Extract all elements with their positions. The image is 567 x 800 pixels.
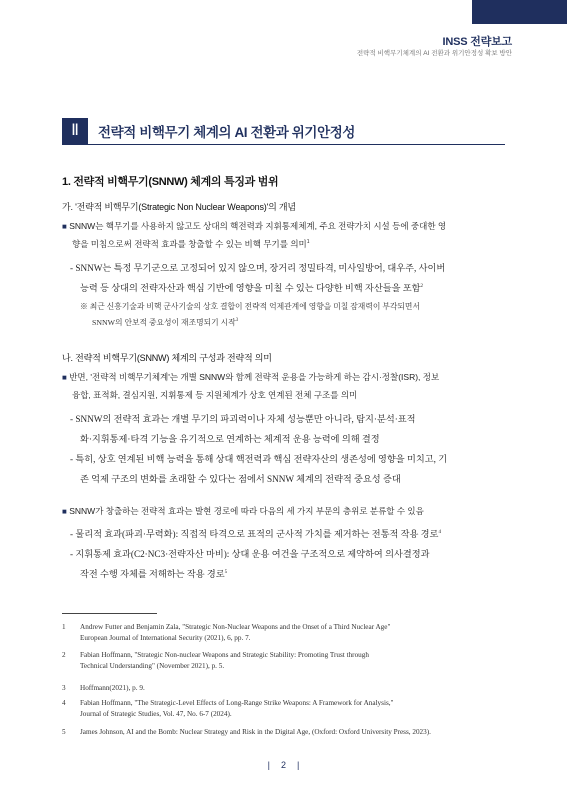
para-b4: 화·지휘통제·타격 기능을 유기적으로 연계하는 체계적 운용 능력에 의해 결정 <box>80 434 380 444</box>
para-a4: 능력 등 상대의 전략자산과 핵심 기반에 영향을 미칠 수 있는 다양한 비핵 자산들을 포함$^2$ <box>80 283 423 293</box>
footnote-divider <box>62 613 157 614</box>
subheading-b: 나. 전략적 비핵무기(SNNW) 체계의 구성과 전략적 의미 <box>62 353 272 363</box>
header-corner-block <box>472 0 567 24</box>
para-b5: - 특히, 상호 연계된 비핵 능력을 통해 상대 핵전력과 핵심 전략자산의 생존성에 영향을 미치고, 기 <box>70 454 448 464</box>
page-number: | 2 | <box>267 760 300 770</box>
para-a3: - SNNW는 특정 무기군으로 고정되어 있지 않으며, 장거리 정밀타격, 미사일방어, 대우주, 사이버 <box>70 263 446 273</box>
section-title: 전략적 비핵무기 체계의 AI 전환과 위기안정성 <box>98 125 355 140</box>
footnote-4: 4 Fabian Hoffmann, "The Strategic-Level Effects of Long-Range Strike Weapons: A Framework for Analysis," Journal of Strategic Studies, Vol. 47, No. 6-7 (2024). <box>62 699 394 718</box>
footnote-ref[interactable]: 3 <box>235 318 239 323</box>
note-a6: SNNW의 안보적 중요성이 재조명되기 시작$^3$ <box>92 318 239 327</box>
heading-1: 1. 전략적 비핵무기(SNNW) 체계의 특징과 범위 <box>62 176 279 188</box>
footnote-ref[interactable]: 4 <box>438 530 441 535</box>
footnote-2: 2 Fabian Hoffmann, "Strategic Non-nuclear Weapons and Strategic Stability: Promoting Trust through Technical Understanding" (November 2021), p. 5. <box>62 651 369 670</box>
footnote-ref[interactable]: 5 <box>224 570 228 575</box>
brand-report: 전략보고 <box>470 36 512 48</box>
para-c4: 작전 수행 자체를 저해하는 작용 경로$^5$ <box>80 569 228 579</box>
para-a2: 향을 미침으로써 전략적 효과를 창출할 수 있는 비핵 무기를 의미$^1$ <box>72 239 310 249</box>
footnote-5: 5 James Johnson, AI and the Bomb: Nuclear Strategy and Risk in the Digital Age, (Oxford: Oxford University Press, 2023). <box>62 728 431 736</box>
bullet-square-icon: ■ <box>62 373 67 382</box>
para-b3: - SNNW의 전략적 효과는 개별 무기의 파괴력이나 자체 성능뿐만 아니라, 탐지·분석·표적 <box>70 414 416 424</box>
subheading-a: 가. '전략적 비핵무기(Strategic Non Nuclear Weapons)'의 개념 <box>62 202 296 212</box>
section-number: Ⅱ <box>62 118 88 144</box>
note-a5: ※ 최근 신흥기술과 비핵 군사기술의 상호 결합이 전략적 억제관계에 영향을 미칠 잠재력이 부각되면서 <box>80 302 420 311</box>
para-c2: - 물리적 효과(파괴·무력화): 직접적 타격으로 표적의 군사적 가치를 제거하는 전통적 작용 경로$^4$ <box>70 529 441 539</box>
para-b2: 융합, 표적화, 결심지원, 지휘통제 등 지원체계가 상호 연계된 전체 구조를 의미 <box>72 390 358 400</box>
footnote-ref[interactable]: 2 <box>420 284 423 289</box>
para-c1: ■ SNNW가 창출하는 전략적 효과는 발현 경로에 따라 다음의 세 가지 부문의 층위로 분류할 수 있음 <box>62 506 424 516</box>
footnote-1: 1 Andrew Futter and Benjamin Zala, "Strategic Non-Nuclear Weapons and the Onset of a Third Nuclear Age" European Journal of International Security (2021), 6, pp. 7. <box>62 623 391 642</box>
header-subtitle: 전략적 비핵무기체계의 AI 전환과 위기안정성 확보 방안 <box>356 50 512 57</box>
footnote-ref[interactable]: 1 <box>306 239 310 245</box>
para-c3: - 지휘통제 효과(C2·NC3·전략자산 마비): 상대 운용 여건을 구조적으로 제약하여 의사결정과 <box>70 549 430 559</box>
bullet-square-icon: ■ <box>62 222 67 231</box>
para-b1: ■ 반면, '전략적 비핵무기체계'는 개별 SNNW와 함께 전략적 운용을 가능하게 하는 감시·정찰(ISR), 정보 <box>62 372 440 382</box>
section-banner <box>62 118 505 145</box>
para-b6: 존 억제 구조의 변화를 초래할 수 있다는 점에서 SNNW 체계의 전략적 중요성 증대 <box>80 474 401 484</box>
brand-inss: INSS <box>442 36 468 48</box>
footnote-3: 3 Hoffmann(2021), p. 9. <box>62 684 145 692</box>
para-a1: ■ SNNW는 핵무기를 사용하지 않고도 상대의 핵전력과 지휘통제체계, 주요 전략가치 시설 등에 중대한 영 <box>62 221 447 231</box>
bullet-square-icon: ■ <box>62 507 67 516</box>
brand-title <box>443 33 512 49</box>
